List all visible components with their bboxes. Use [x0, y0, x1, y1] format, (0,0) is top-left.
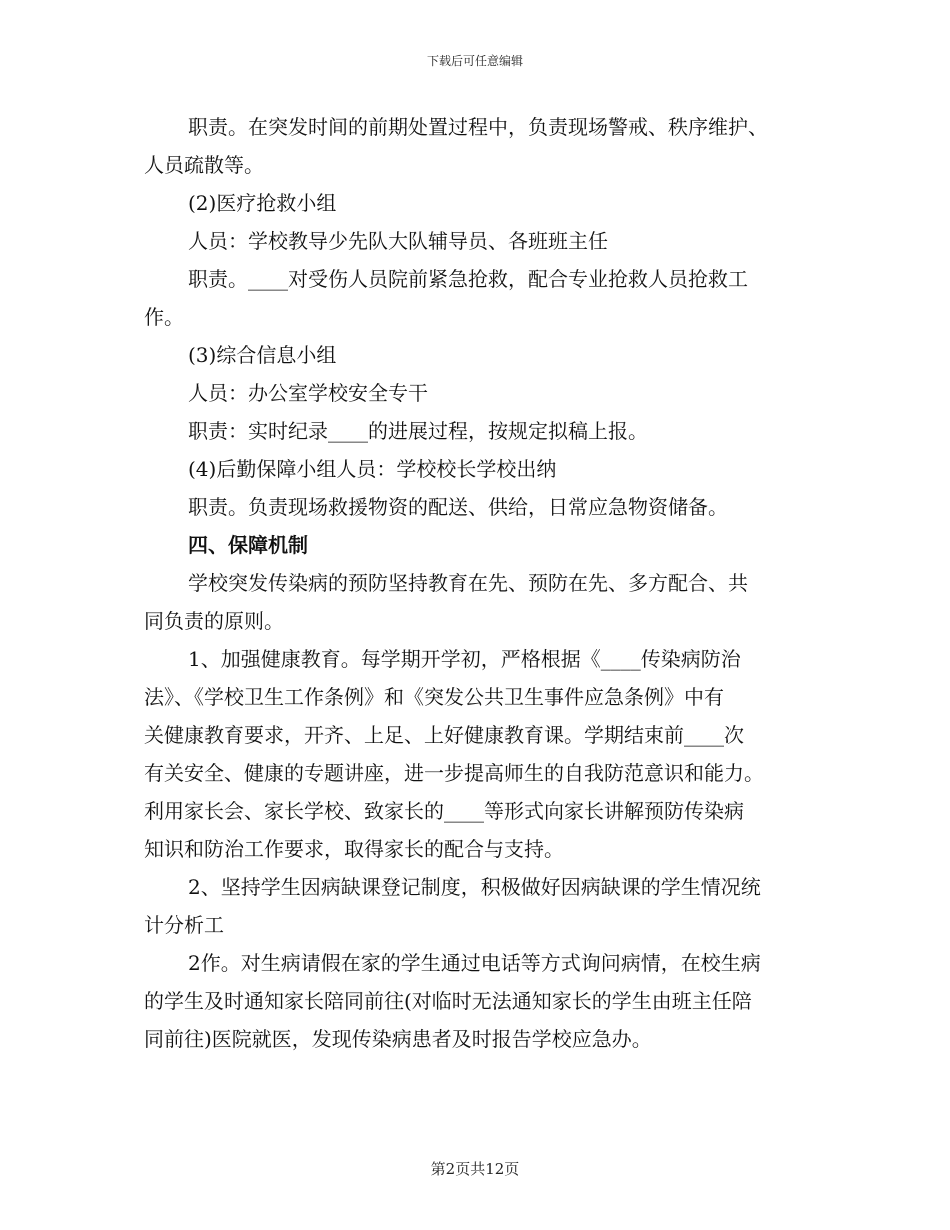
paragraph-line: 的学生及时通知家长陪同前往(对临时无法通知家长的学生由班主任陪 — [144, 989, 752, 1013]
paragraph-line: 职责。____对受伤人员院前紧急抢救，配合专业抢救人员抢救工 — [188, 267, 748, 291]
paragraph-line: 知识和防治工作要求，取得家长的配合与支持。 — [144, 837, 564, 861]
paragraph-line: 1、加强健康教育。每学期开学初，严格根据《____传染病防治 — [188, 647, 741, 671]
paragraph-line: 人员：学校教导少先队大队辅导员、各班班主任 — [188, 229, 608, 253]
paragraph-line: 职责：实时纪录____的进展过程，按规定拟稿上报。 — [188, 419, 648, 443]
paragraph-line: 人员：办公室学校安全专干 — [188, 381, 428, 405]
paragraph-line: 关健康教育要求，开齐、上足、上好健康教育课。学期结束前____次 — [144, 723, 744, 747]
paragraph-line: 利用家长会、家长学校、致家长的____等形式向家长讲解预防传染病 — [144, 799, 744, 823]
document-body — [144, 108, 809, 1058]
paragraph-line: 2作。对生病请假在家的学生通过电话等方式询问病情，在校生病 — [188, 951, 761, 975]
subheading: (2)医疗抢救小组 — [188, 191, 337, 215]
paragraph-line: 法》、《学校卫生工作条例》和《突发公共卫生事件应急条例》中有 — [144, 685, 724, 709]
paragraph-line: 学校突发传染病的预防坚持教育在先、预防在先、多方配合、共 — [188, 571, 748, 595]
paragraph-line: 同前往)医院就医，发现传染病患者及时报告学校应急办。 — [144, 1027, 652, 1051]
page-footer: 第2页共12页 — [430, 1160, 520, 1178]
paragraph-line: 职责。负责现场救援物资的配送、供给，日常应急物资储备。 — [188, 495, 728, 519]
subheading: (3)综合信息小组 — [188, 343, 337, 367]
page-header: 下载后可任意编辑 — [426, 54, 523, 68]
paragraph-line: 职责。在突发时间的前期处置过程中，负责现场警戒、秩序维护、 — [188, 115, 768, 139]
paragraph-line: 作。 — [144, 305, 184, 329]
subheading: (4)后勤保障小组人员：学校校长学校出纳 — [188, 457, 557, 481]
paragraph-line: 计分析工 — [144, 913, 224, 937]
paragraph-line: 同负责的原则。 — [144, 609, 284, 633]
paragraph-line: 2、坚持学生因病缺课登记制度，积极做好因病缺课的学生情况统 — [188, 875, 761, 899]
section-heading: 四、保障机制 — [188, 533, 308, 557]
paragraph-line: 人员疏散等。 — [144, 153, 264, 177]
paragraph-line: 有关安全、健康的专题讲座，进一步提高师生的自我防范意识和能力。 — [144, 761, 764, 785]
